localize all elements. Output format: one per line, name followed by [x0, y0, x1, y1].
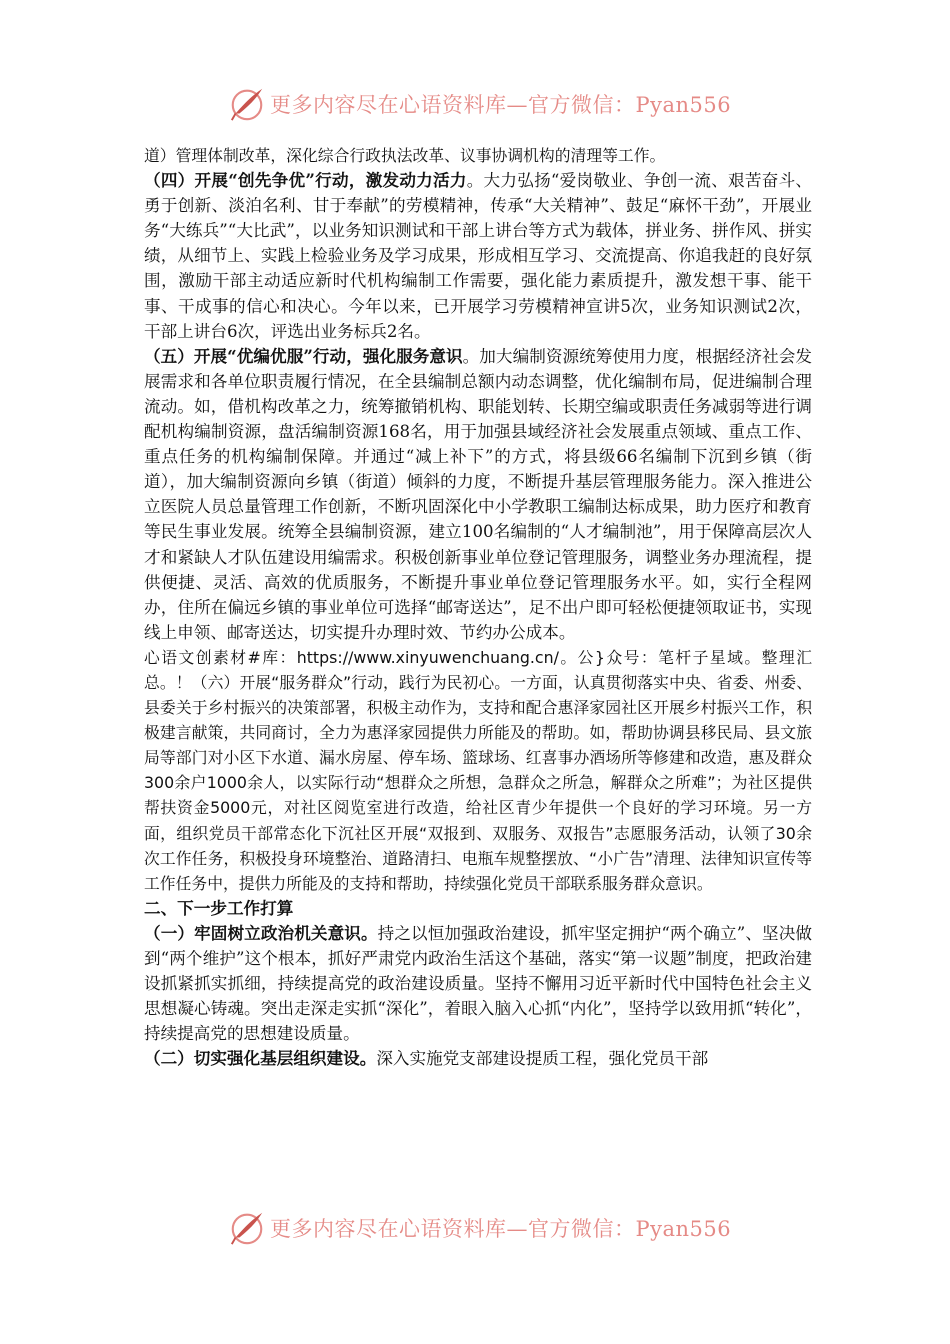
section-heading: （二）切实强化基层组织建设。	[144, 1048, 377, 1069]
paragraph-text: 。大力弘扬“爱岗敬业、争创一流、艰苦奋斗、勇于创新、淡泊名利、甘于奉献”的劳模精神，传承“大关精神”、鼓足“麻怀干劲”，开展业务“大练兵”“大比武”，以业务知识测试和干部上讲台等方式为载体，拼业务、拼作风、拼实绩，从细节上、实践上检验业务及学习成果，形成相互学习、交流提高、你追我赶的良好氛围，激励干部主动适应新时代机构编制工作需要，强化能力素质提升，激发想干事、能干事、干成事的信心和决心。今年以来，已开展学习劳模精神宣讲5次，业务知识测试2次，干部上讲台6次，评选出业务标兵2名。	[144, 171, 813, 341]
section-heading: （四）开展“创先争优”行动，激发动力活力	[144, 170, 467, 191]
paragraph: 心语文创素材#库：https://www.xinyuwenchuang.cn/。公}众号：笔杆子星域。整理汇总。！（六）开展“服务群众”行动，践行为民初心。一方面，认真贯彻落实中央、省委、州委、县委关于乡村振兴的决策部署，积极主动作为，支持和配合惠泽家园社区开展乡村振兴工作，积极建言献策，共同商讨，全力为惠泽家园提供力所能及的帮助。如，帮助协调县移民局、县文旅局等部门对小区下水道、漏水房屋、停车场、篮球场、红喜事办酒场所等修建和改造，惠及群众300余户1000余人，以实际行动“想群众之所想，急群众之所急，解群众之所难”；为社区提供帮扶资金5000元，对社区阅览室进行改造，给社区青少年提供一个良好的学习环境。另一方面，组织党员干部常态化下沉社区开展“双报到、双服务、双报告”志愿服务活动，认领了30余次工作任务，积极投身环境整治、道路清扫、电瓶车规整摆放、“小广告”清理、法律知识宣传等工作任务中，提供力所能及的支持和帮助，持续强化党员干部联系服务群众意识。	[144, 647, 812, 893]
chapter-heading: 二、下一步工作打算	[144, 897, 294, 918]
document-body	[144, 143, 812, 1071]
paragraph: 道）管理体制改革，深化综合行政执法改革、议事协调机构的清理等工作。	[144, 146, 666, 165]
quill-pen-icon	[228, 1209, 266, 1247]
paragraph	[144, 168, 812, 344]
footer-banner	[228, 1208, 732, 1248]
paragraph	[144, 921, 812, 1046]
section-heading: （一）牢固树立政治机关意识。	[144, 922, 378, 943]
quill-pen-icon	[228, 85, 266, 123]
paragraph-text: 深入实施党支部建设提质工程，强化党员干部	[376, 1049, 709, 1069]
paragraph-text: 。加大编制资源统筹使用力度，根据经济社会发展需求和各单位职责履行情况，在全县编制总额内动态调整，优化编制布局，促进编制合理流动。如，借机构改革之力，统筹撤销机构、职能划转、长期空编或职责任务减弱等进行调配机构编制资源，盘活编制资源168名，用于加强县域经济社会发展重点领域、重点工作、重点任务的机构编制保障。并通过“减上补下”的方式，将县级66名编制下沉到乡镇（街道），加大编制资源向乡镇（街道）倾斜的力度，不断提升基层管理服务能力。深入推进公立医院人员总量管理工作创新，不断巩固深化中小学教职工编制达标成果，助力医疗和教育等民生事业发展。统筹全县编制资源，建立100名编制的“人才编制池”，用于保障高层次人才和紧缺人才队伍建设用编需求。积极创新事业单位登记管理服务，调整业务办理流程，提供便捷、灵活、高效的优质服务，不断提升事业单位登记管理服务水平。如，实行全程网办，住所在偏远乡镇的事业单位可选择“邮寄送达”，足不出户即可轻松便捷领取证书，实现线上申领、邮寄送达，切实提升办理时效、节约办公成本。	[144, 346, 812, 642]
section-heading: （五）开展“优编优服”行动，强化服务意识	[144, 345, 463, 366]
paragraph	[144, 344, 812, 645]
paragraph	[144, 1046, 812, 1071]
paragraph-text: 持之以恒加强政治建设，抓牢坚定拥护“两个确立”、坚决做到“两个维护”这个根本，抓好严肃党内政治生活这个基础，落实“第一议题”制度，把政治建设抓紧抓实抓细，持续提高党的政治建设质量。坚持不懈用习近平新时代中国特色社会主义思想凝心铸魂。突出走深走实抓“深化”，着眼入脑入心抓“内化”，坚持学以致用抓“转化”，持续提高党的思想建设质量。	[144, 923, 812, 1044]
banner-text: 更多内容尽在心语资料库—官方微信：Pyan556	[270, 1217, 732, 1241]
banner-text: 更多内容尽在心语资料库—官方微信：Pyan556	[270, 93, 732, 117]
header-banner	[228, 84, 732, 124]
